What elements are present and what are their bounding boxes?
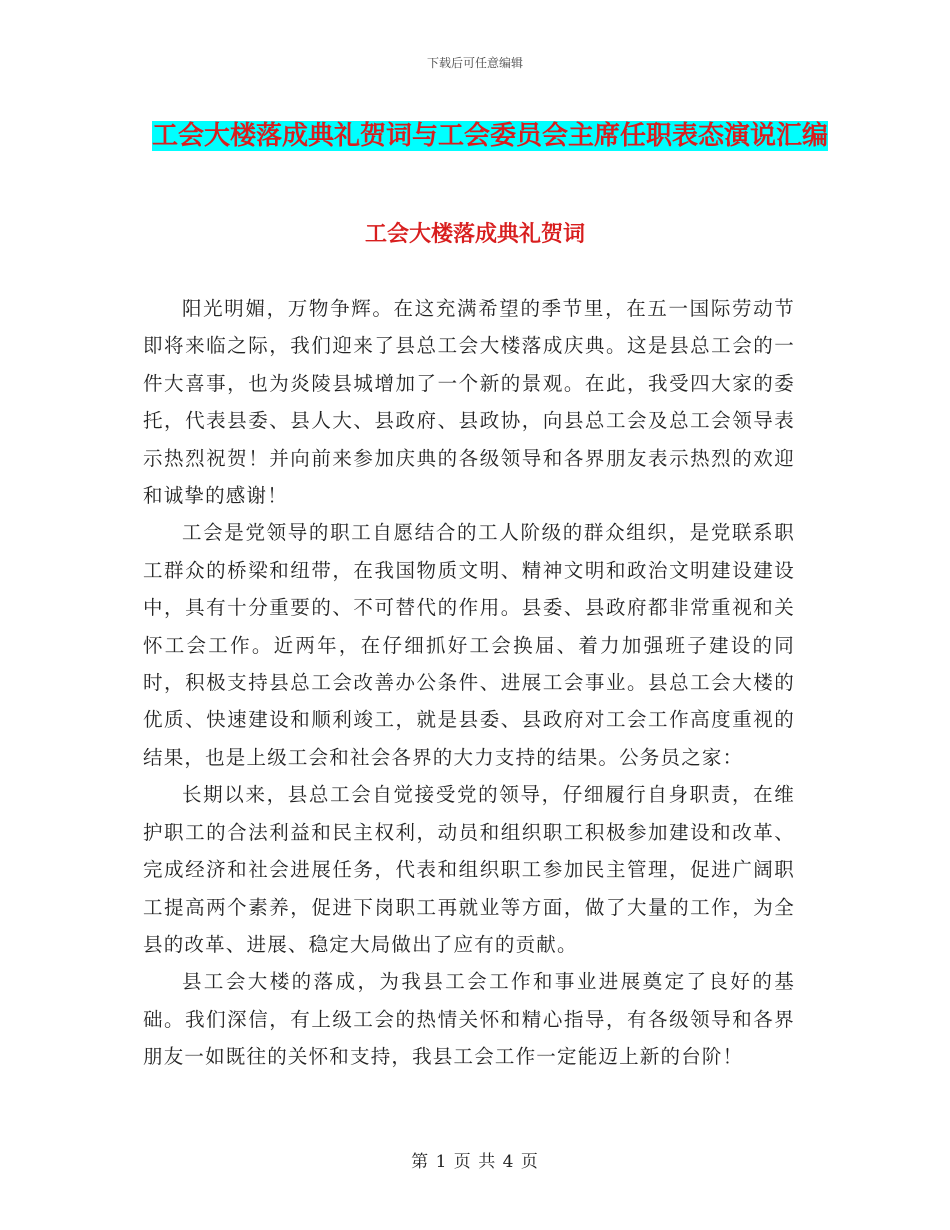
- document-title: [140, 110, 840, 162]
- paragraph-1: 阳光明媚，万物争辉。在这充满希望的季节里，在五一国际劳动节即将来临之际，我们迎来了县总工会大楼落成庆典。这是县总工会的一件大喜事，也为炎陵县城增加了一个新的景观。在此，我受四大家的委托，代表县委、县人大、县政府、县政协，向县总工会及总工会领导表示热烈祝贺！并向前来参加庆典的各级领导和各界朋友表示热烈的欢迎和诚挚的感谢！: [143, 297, 795, 508]
- paragraph-3: 长期以来，县总工会自觉接受党的领导，仔细履行自身职责，在维护职工的合法利益和民主权利，动员和组织职工积极参加建设和改革、完成经济和社会进展任务，代表和组织职工参加民主管理，促进广阔职工提高两个素养，促进下岗职工再就业等方面，做了大量的工作，为全县的改革、进展、稳定大局做出了应有的贡献。: [143, 783, 795, 956]
- section-title: 工会大楼落成典礼贺词: [364, 221, 585, 247]
- header-note: 下载后可任意编辑: [426, 56, 523, 70]
- page-footer: 第 1 页 共 4 页: [411, 1152, 539, 1172]
- body-text: [143, 290, 795, 1076]
- paragraph-4: 县工会大楼的落成，为我县工会工作和事业进展奠定了良好的基础。我们深信，有上级工会的热情关怀和精心指导，有各级领导和各界朋友一如既往的关怀和支持，我县工会工作一定能迈上新的台阶！: [143, 970, 795, 1069]
- document-title-text: 工会大楼落成典礼贺词与工会委员会主席任职表态演说汇编: [151, 121, 828, 151]
- paragraph-2: 工会是党领导的职工自愿结合的工人阶级的群众组织，是党联系职工群众的桥梁和纽带，在我国物质文明、精神文明和政治文明建设建设中，具有十分重要的、不可替代的作用。县委、县政府都非常重视和关怀工会工作。近两年，在仔细抓好工会换届、着力加强班子建设的同时，积极支持县总工会改善办公条件、进展工会事业。县总工会大楼的优质、快速建设和顺利竣工，就是县委、县政府对工会工作高度重视的结果，也是上级工会和社会各界的大力支持的结果。公务员之家：: [143, 521, 795, 769]
